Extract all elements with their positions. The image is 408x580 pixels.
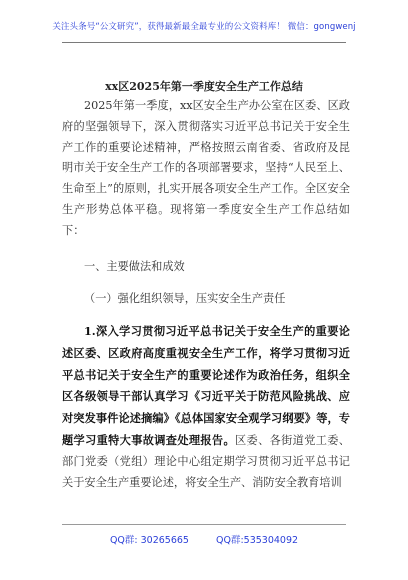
document-title: xx区2025年第一季度安全生产工作总结 bbox=[105, 80, 303, 93]
header-divider bbox=[62, 42, 346, 43]
item-bold-text: 1.深入学习贯彻习近平总书记关于安全生产的重要论述区委、区政府高度重视安全生产工作，将学习贯彻习近平总书记关于安全生产的重要论述作为政治任务，组织全区各级领导干部认真学习《习近平关于防范风险挑战、应对突发事件论述摘编》《总体国家安全观学习纲要》等，专题学习重特大事故调查处理报告。 bbox=[62, 324, 350, 447]
item-regular-text: 区委、各街道党工委、部门党委（党组）理论中心组定期学习贯彻习近平总书记关于安全生产重要论述，将安全生产、消防安全教育培训 bbox=[62, 433, 350, 489]
header-note: 关注头条号“公文研究”，获得最新最全最专业的公文资料库！ 微信：gongwenj bbox=[52, 22, 356, 32]
footer bbox=[0, 532, 408, 546]
section-heading: 一、主要做法和成效 bbox=[84, 260, 185, 273]
subsection-heading: （一）强化组织领导，压实安全生产责任 bbox=[84, 292, 286, 305]
qq-group-2: QQ群:535304092 bbox=[216, 535, 299, 546]
intro-paragraph: 2025年第一季度，xx区安全生产办公室在区委、区政府的坚强领导下，深入贯彻落实习近平总书记关于安全生产工作的重要论述精神，严格按照云南省委、省政府及昆明市关于安全生产工作的各项部署要求，坚持“人民至上、生命至上”的原则，扎实开展各项安全生产工作。全区安全生产形势总体平稳。现将第一季度安全生产工作总结如下： bbox=[62, 99, 350, 237]
footer-divider bbox=[62, 524, 346, 525]
qq-group-1: QQ群: 30265665 bbox=[109, 535, 189, 546]
item-paragraph bbox=[62, 321, 350, 493]
